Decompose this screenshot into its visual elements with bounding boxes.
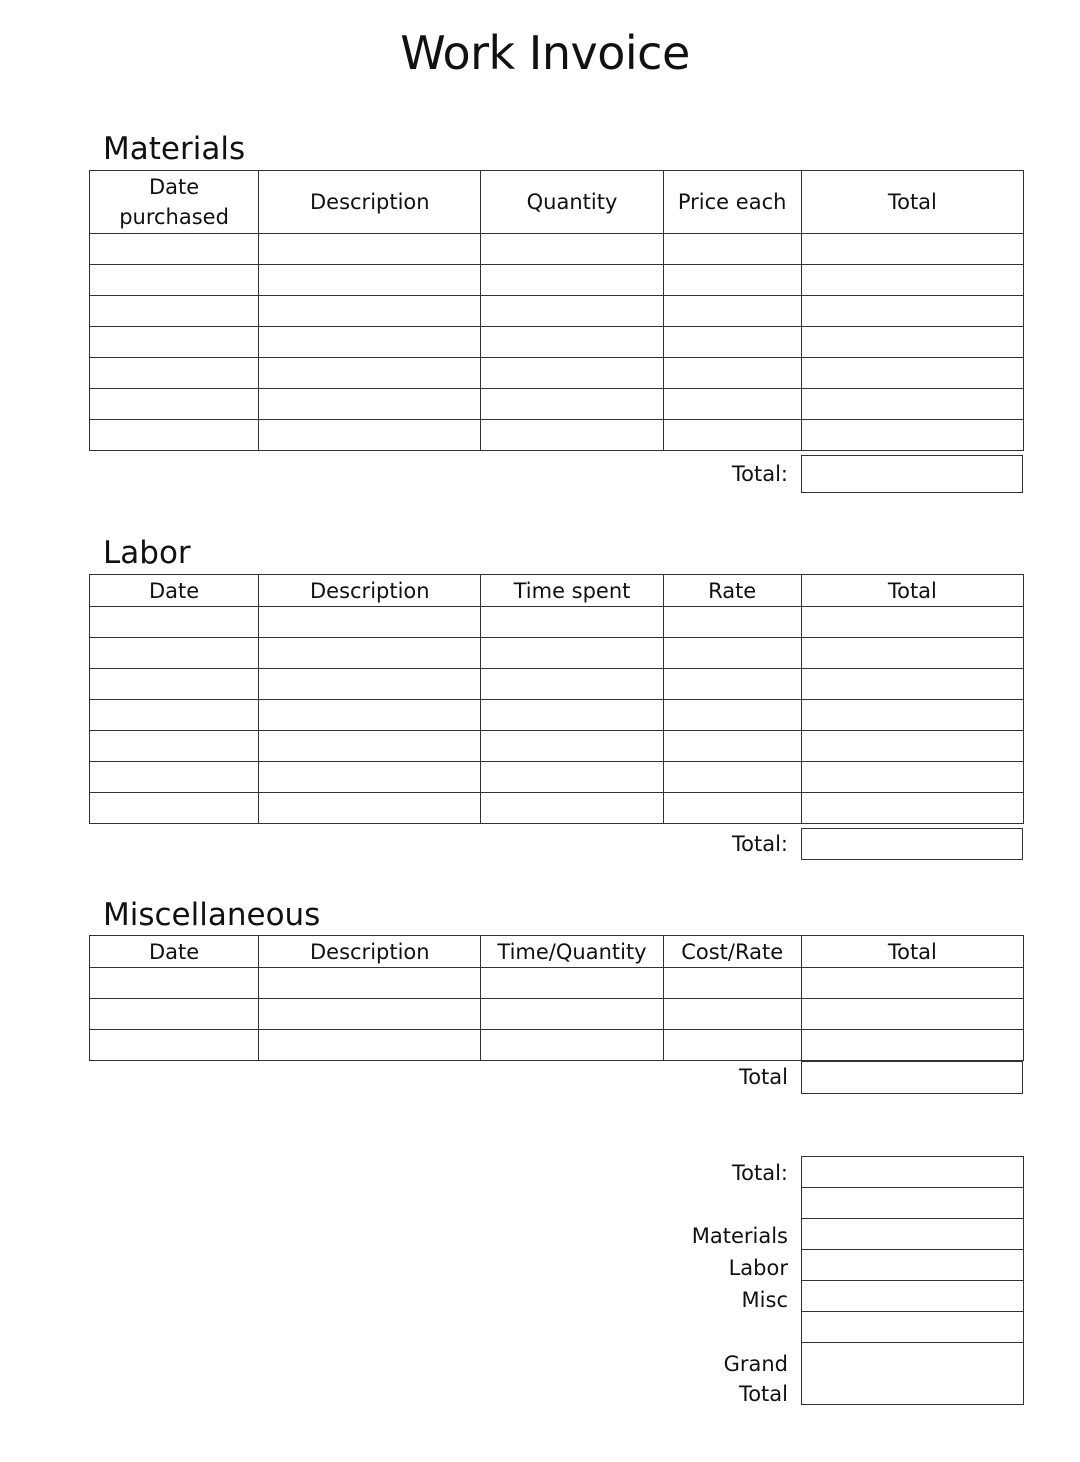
materials-total-field[interactable] (801, 455, 1023, 493)
labor-table (89, 574, 1024, 824)
cell[interactable] (90, 1030, 259, 1061)
cell[interactable] (801, 607, 1023, 638)
cell[interactable] (801, 700, 1023, 731)
column-header-date-purchased: Date purchased (90, 171, 259, 234)
cell[interactable] (481, 420, 663, 451)
table-row (90, 700, 1024, 731)
cell[interactable] (90, 793, 259, 824)
summary-materials-field[interactable] (802, 1219, 1024, 1250)
cell[interactable] (801, 358, 1023, 389)
summary-table (801, 1156, 1024, 1405)
column-header-time-quantity: Time/Quantity (481, 936, 663, 968)
cell[interactable] (481, 700, 663, 731)
cell[interactable] (663, 420, 801, 451)
table-header-row (90, 171, 1024, 234)
cell[interactable] (663, 296, 801, 327)
cell[interactable] (90, 265, 259, 296)
summary-grand-label-line2: Total (738, 1382, 788, 1406)
cell[interactable] (663, 265, 801, 296)
cell[interactable] (801, 389, 1023, 420)
table-row (90, 1030, 1024, 1061)
cell[interactable] (481, 731, 663, 762)
cell[interactable] (663, 358, 801, 389)
table-row (90, 638, 1024, 669)
column-header-total: Total (801, 171, 1023, 234)
table-row (90, 607, 1024, 638)
labor-heading: Labor (103, 535, 191, 571)
cell[interactable] (663, 638, 801, 669)
summary-labor-label: Labor (728, 1256, 788, 1280)
cell[interactable] (801, 1030, 1023, 1061)
cell[interactable] (801, 234, 1023, 265)
cell[interactable] (801, 968, 1023, 999)
cell[interactable] (663, 327, 801, 358)
table-header-row (90, 936, 1024, 968)
misc-heading: Miscellaneous (103, 897, 321, 933)
cell[interactable] (90, 420, 259, 451)
cell[interactable] (801, 265, 1023, 296)
table-row (90, 999, 1024, 1030)
cell[interactable] (481, 638, 663, 669)
cell[interactable] (259, 358, 481, 389)
cell[interactable] (663, 607, 801, 638)
column-header-total: Total (801, 936, 1023, 968)
column-header-time-spent: Time spent (481, 575, 663, 607)
cell[interactable] (90, 638, 259, 669)
cell[interactable] (259, 638, 481, 669)
table-header-row (90, 575, 1024, 607)
cell[interactable] (259, 731, 481, 762)
cell[interactable] (259, 420, 481, 451)
cell[interactable] (801, 762, 1023, 793)
cell[interactable] (481, 1030, 663, 1061)
cell[interactable] (259, 762, 481, 793)
table-row (90, 358, 1024, 389)
cell[interactable] (259, 265, 481, 296)
summary-labor-field[interactable] (802, 1250, 1024, 1281)
column-header-cost-rate: Cost/Rate (663, 936, 801, 968)
table-row (90, 762, 1024, 793)
summary-misc-label: Misc (741, 1288, 788, 1312)
cell[interactable] (801, 731, 1023, 762)
cell[interactable] (90, 731, 259, 762)
summary-blank-field[interactable] (802, 1312, 1024, 1343)
table-row (90, 327, 1024, 358)
column-header-total: Total (801, 575, 1023, 607)
column-header-description: Description (259, 171, 481, 234)
cell[interactable] (259, 234, 481, 265)
cell[interactable] (481, 793, 663, 824)
misc-total-field[interactable] (801, 1061, 1023, 1094)
cell[interactable] (663, 968, 801, 999)
table-row (90, 265, 1024, 296)
summary-grand-total-field[interactable] (802, 1343, 1024, 1405)
summary-total-label: Total: (731, 1161, 788, 1185)
cell[interactable] (259, 1030, 481, 1061)
column-header-date: Date (90, 575, 259, 607)
cell[interactable] (259, 700, 481, 731)
cell[interactable] (481, 358, 663, 389)
cell[interactable] (663, 999, 801, 1030)
cell[interactable] (259, 968, 481, 999)
cell[interactable] (90, 762, 259, 793)
cell[interactable] (663, 389, 801, 420)
materials-heading: Materials (103, 131, 246, 167)
column-header-date: Date (90, 936, 259, 968)
cell[interactable] (90, 327, 259, 358)
cell[interactable] (90, 389, 259, 420)
cell[interactable] (481, 762, 663, 793)
cell[interactable] (90, 968, 259, 999)
cell[interactable] (481, 607, 663, 638)
materials-total-label: Total: (731, 462, 788, 486)
table-row (90, 420, 1024, 451)
cell[interactable] (481, 265, 663, 296)
cell[interactable] (259, 296, 481, 327)
table-row (90, 968, 1024, 999)
column-header-price-each: Price each (663, 171, 801, 234)
cell[interactable] (90, 607, 259, 638)
cell[interactable] (481, 389, 663, 420)
cell[interactable] (481, 669, 663, 700)
column-header-description: Description (259, 575, 481, 607)
cell[interactable] (259, 389, 481, 420)
cell[interactable] (259, 669, 481, 700)
labor-total-field[interactable] (801, 828, 1023, 860)
cell[interactable] (259, 327, 481, 358)
cell[interactable] (481, 234, 663, 265)
column-header-description: Description (259, 936, 481, 968)
cell[interactable] (663, 700, 801, 731)
cell[interactable] (481, 327, 663, 358)
cell[interactable] (663, 669, 801, 700)
cell[interactable] (801, 327, 1023, 358)
cell[interactable] (801, 420, 1023, 451)
column-header-rate: Rate (663, 575, 801, 607)
cell[interactable] (259, 999, 481, 1030)
misc-table (89, 935, 1024, 1061)
table-row (90, 731, 1024, 762)
cell[interactable] (481, 968, 663, 999)
summary-grand-label-line1: Grand (723, 1352, 788, 1376)
cell[interactable] (663, 762, 801, 793)
summary-misc-field[interactable] (802, 1281, 1024, 1312)
summary-materials-label: Materials (691, 1224, 788, 1248)
cell[interactable] (801, 296, 1023, 327)
column-header-quantity: Quantity (481, 171, 663, 234)
cell[interactable] (90, 234, 259, 265)
table-row (90, 389, 1024, 420)
table-row (90, 793, 1024, 824)
materials-table (89, 170, 1024, 451)
table-row (90, 296, 1024, 327)
cell[interactable] (481, 999, 663, 1030)
table-row (90, 234, 1024, 265)
cell[interactable] (259, 793, 481, 824)
cell[interactable] (90, 669, 259, 700)
cell[interactable] (90, 296, 259, 327)
cell[interactable] (259, 607, 481, 638)
cell[interactable] (481, 296, 663, 327)
cell[interactable] (801, 669, 1023, 700)
cell[interactable] (663, 731, 801, 762)
summary-blank-field[interactable] (802, 1188, 1024, 1219)
cell[interactable] (801, 793, 1023, 824)
summary-total-field[interactable] (802, 1157, 1024, 1188)
cell[interactable] (801, 638, 1023, 669)
cell[interactable] (90, 700, 259, 731)
cell[interactable] (663, 1030, 801, 1061)
cell[interactable] (801, 999, 1023, 1030)
labor-total-label: Total: (731, 832, 788, 856)
misc-total-label: Total (738, 1065, 788, 1089)
cell[interactable] (663, 234, 801, 265)
cell[interactable] (663, 793, 801, 824)
cell[interactable] (90, 999, 259, 1030)
cell[interactable] (90, 358, 259, 389)
table-row (90, 669, 1024, 700)
page-title: Work Invoice (400, 26, 690, 80)
